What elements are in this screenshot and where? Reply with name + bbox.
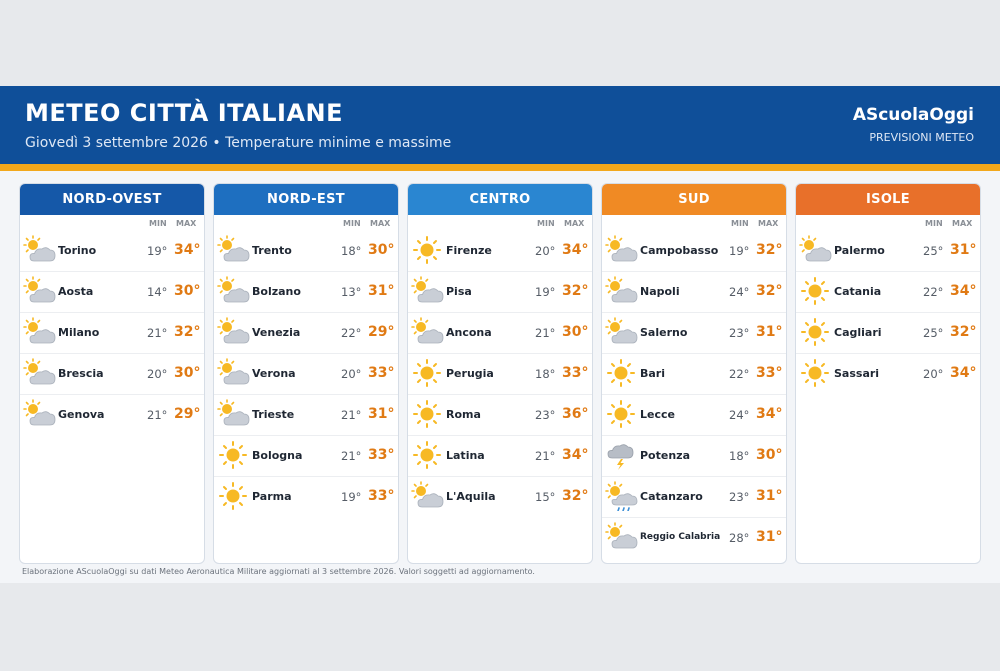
min-temp: 20° [923, 367, 944, 381]
sun-cloud-icon [22, 276, 56, 306]
accent-bar [0, 164, 1000, 171]
max-temp: 33° [368, 447, 395, 463]
min-temp: 24° [729, 285, 750, 299]
max-temp: 33° [368, 365, 395, 381]
region-header: ISOLE [796, 184, 980, 215]
city-name: Roma [446, 408, 481, 421]
region-header: NORD-EST [214, 184, 398, 215]
max-temp: 34° [756, 406, 783, 422]
max-temp: 30° [174, 283, 201, 299]
min-temp: 18° [729, 449, 750, 463]
city-row [408, 272, 592, 313]
region-column-sud [601, 183, 787, 564]
city-row [408, 477, 592, 518]
max-temp: 30° [174, 365, 201, 381]
min-temp: 24° [729, 408, 750, 422]
city-row [602, 477, 786, 518]
max-temp: 31° [368, 283, 395, 299]
min-temp: 18° [535, 367, 556, 381]
thunderstorm-icon [604, 440, 638, 470]
sun-cloud-icon [410, 317, 444, 347]
city-row [214, 477, 398, 518]
max-temp: 34° [174, 242, 201, 258]
city-row [602, 231, 786, 272]
sun-cloud-icon [216, 235, 250, 265]
min-temp: 21° [147, 408, 168, 422]
city-row [602, 395, 786, 436]
city-name: Cagliari [834, 326, 882, 339]
sun-icon [216, 481, 250, 511]
min-temp: 20° [535, 244, 556, 258]
min-temp: 23° [729, 326, 750, 340]
min-temp: 22° [341, 326, 362, 340]
sun-cloud-icon [604, 317, 638, 347]
city-name: Brescia [58, 367, 104, 380]
sun-cloud-icon [22, 317, 56, 347]
city-name: Bolzano [252, 285, 301, 298]
page-title: METEO CITTÀ ITALIANE [25, 99, 343, 127]
city-name: L'Aquila [446, 490, 496, 503]
city-name: Firenze [446, 244, 492, 257]
city-name: Sassari [834, 367, 880, 380]
max-temp: 30° [756, 447, 783, 463]
max-temp: 31° [368, 406, 395, 422]
sun-cloud-icon [22, 358, 56, 388]
min-temp: 25° [923, 244, 944, 258]
min-temp: 14° [147, 285, 168, 299]
sun-cloud-icon [216, 358, 250, 388]
city-name: Palermo [834, 244, 885, 257]
max-label: MAX [176, 219, 197, 228]
city-row [214, 272, 398, 313]
min-temp: 15° [535, 490, 556, 504]
sun-icon [410, 399, 444, 429]
max-temp: 34° [562, 242, 589, 258]
region-column-nord-ovest [19, 183, 205, 564]
sun-cloud-icon [22, 399, 56, 429]
city-name: Ancona [446, 326, 492, 339]
region-header: SUD [602, 184, 786, 215]
city-row [214, 313, 398, 354]
max-temp: 31° [756, 324, 783, 340]
city-name: Trento [252, 244, 292, 257]
city-name: Venezia [252, 326, 301, 339]
sun-icon [798, 358, 832, 388]
sun-cloud-icon [604, 522, 638, 552]
header-banner [0, 86, 1000, 164]
region-header: CENTRO [408, 184, 592, 215]
min-temp: 19° [535, 285, 556, 299]
city-row [408, 354, 592, 395]
page-subtitle: Giovedì 3 settembre 2026 • Temperature minime e massime [25, 135, 452, 151]
max-label: MAX [370, 219, 391, 228]
min-temp: 23° [535, 408, 556, 422]
region-column-centro [407, 183, 593, 564]
min-max-header [796, 215, 980, 231]
city-row [796, 354, 980, 395]
city-row [408, 231, 592, 272]
city-name: Salerno [640, 326, 688, 339]
city-name: Potenza [640, 449, 690, 462]
max-temp: 33° [756, 365, 783, 381]
min-label: MIN [731, 219, 749, 228]
city-name: Reggio Calabria [640, 532, 721, 542]
sun-cloud-icon [216, 399, 250, 429]
city-name: Torino [58, 244, 97, 257]
sun-cloud-icon [22, 235, 56, 265]
max-temp: 31° [756, 488, 783, 504]
max-temp: 32° [562, 488, 589, 504]
city-row [602, 313, 786, 354]
city-name: Napoli [640, 285, 680, 298]
brand-logo: AScuolaOggi [852, 105, 974, 125]
sun-icon [604, 399, 638, 429]
city-name: Catanzaro [640, 490, 703, 503]
max-temp: 34° [950, 365, 977, 381]
city-name: Bari [640, 367, 666, 380]
city-row [796, 313, 980, 354]
max-temp: 30° [368, 242, 395, 258]
min-max-header [20, 215, 204, 231]
city-row [20, 313, 204, 354]
sun-cloud-icon [604, 235, 638, 265]
max-temp: 30° [562, 324, 589, 340]
min-temp: 21° [341, 449, 362, 463]
sun-cloud-icon [410, 276, 444, 306]
region-header: NORD-OVEST [20, 184, 204, 215]
min-temp: 19° [729, 244, 750, 258]
city-name: Genova [58, 408, 105, 421]
min-temp: 21° [535, 449, 556, 463]
sun-cloud-icon [604, 276, 638, 306]
max-temp: 36° [562, 406, 589, 422]
max-temp: 32° [950, 324, 977, 340]
max-label: MAX [758, 219, 779, 228]
sun-icon [410, 235, 444, 265]
min-max-header [408, 215, 592, 231]
min-label: MIN [537, 219, 555, 228]
sun-icon [604, 358, 638, 388]
min-max-header [602, 215, 786, 231]
min-temp: 13° [341, 285, 362, 299]
city-row [602, 518, 786, 559]
min-temp: 19° [341, 490, 362, 504]
city-row [408, 395, 592, 436]
sun-icon [798, 317, 832, 347]
city-row [408, 436, 592, 477]
forecast-page [0, 86, 1000, 583]
min-label: MIN [343, 219, 361, 228]
city-name: Trieste [252, 408, 295, 421]
city-row [602, 354, 786, 395]
region-column-isole [795, 183, 981, 564]
city-row [602, 272, 786, 313]
min-temp: 19° [147, 244, 168, 258]
city-name: Latina [446, 449, 485, 462]
sun-cloud-icon [216, 276, 250, 306]
max-temp: 32° [562, 283, 589, 299]
min-temp: 20° [341, 367, 362, 381]
min-label: MIN [925, 219, 943, 228]
max-temp: 32° [756, 242, 783, 258]
footnote: Elaborazione AScuolaOggi su dati Meteo Aeronautica Militare aggiornati al 3 settembre 2026. Valori soggetti ad aggiornamento. [22, 567, 535, 576]
max-temp: 29° [174, 406, 201, 422]
city-row [214, 354, 398, 395]
max-temp: 29° [368, 324, 395, 340]
city-row [796, 231, 980, 272]
max-temp: 32° [174, 324, 201, 340]
sun-cloud-icon [410, 481, 444, 511]
sun-icon [798, 276, 832, 306]
city-name: Campobasso [640, 244, 719, 257]
city-name: Milano [58, 326, 100, 339]
min-temp: 22° [729, 367, 750, 381]
brand-tagline: PREVISIONI METEO [869, 131, 974, 144]
max-temp: 33° [562, 365, 589, 381]
min-temp: 18° [341, 244, 362, 258]
city-row [214, 436, 398, 477]
min-temp: 22° [923, 285, 944, 299]
city-row [796, 272, 980, 313]
city-row [20, 272, 204, 313]
max-temp: 31° [756, 529, 783, 545]
min-temp: 21° [535, 326, 556, 340]
sun-icon [216, 440, 250, 470]
city-name: Pisa [446, 285, 472, 298]
city-name: Parma [252, 490, 292, 503]
min-temp: 25° [923, 326, 944, 340]
min-max-header [214, 215, 398, 231]
city-row [20, 395, 204, 436]
city-name: Perugia [446, 367, 494, 380]
min-temp: 28° [729, 531, 750, 545]
sun-cloud-icon [798, 235, 832, 265]
sun-icon [410, 440, 444, 470]
max-temp: 32° [756, 283, 783, 299]
city-row [214, 395, 398, 436]
city-row [20, 354, 204, 395]
city-name: Aosta [58, 285, 94, 298]
min-temp: 21° [341, 408, 362, 422]
sun-cloud-icon [216, 317, 250, 347]
min-temp: 20° [147, 367, 168, 381]
min-label: MIN [149, 219, 167, 228]
region-column-nord-est [213, 183, 399, 564]
min-temp: 21° [147, 326, 168, 340]
city-name: Catania [834, 285, 882, 298]
city-row [20, 231, 204, 272]
city-name: Verona [252, 367, 296, 380]
max-label: MAX [564, 219, 585, 228]
sun-icon [410, 358, 444, 388]
max-temp: 31° [950, 242, 977, 258]
sun-rain-icon [604, 481, 638, 511]
city-row [602, 436, 786, 477]
max-label: MAX [952, 219, 973, 228]
city-row [408, 313, 592, 354]
max-temp: 33° [368, 488, 395, 504]
max-temp: 34° [950, 283, 977, 299]
min-temp: 23° [729, 490, 750, 504]
city-name: Lecce [640, 408, 675, 421]
max-temp: 34° [562, 447, 589, 463]
city-row [214, 231, 398, 272]
city-name: Bologna [252, 449, 303, 462]
